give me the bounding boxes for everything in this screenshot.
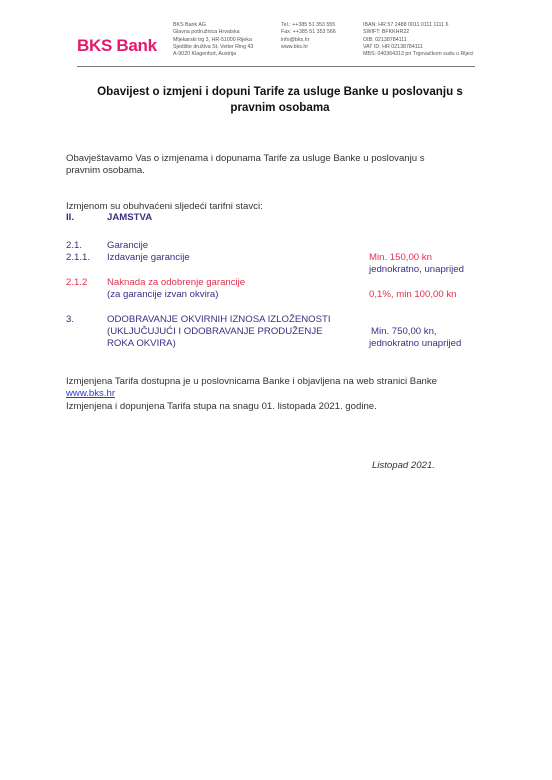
item-label-line-3: ROKA OKVIRA) <box>107 338 176 349</box>
item-fee: Min. 750,00 kn, <box>371 326 437 337</box>
document-title <box>50 84 510 116</box>
item-label: ODOBRAVANJE OKVIRNIH IZNOSA IZLOŽENOSTI <box>107 314 331 325</box>
item-label-note: (za garancije izvan okvira) <box>107 289 219 300</box>
contact-line: www.bks.hr <box>281 43 309 50</box>
address-line: BKS Bank AG <box>173 22 206 28</box>
letterhead-contact <box>281 22 336 51</box>
item-number: 2.1.2 <box>66 277 88 288</box>
banking-line: IBAN: HR 57 2488 0011 0111 1111 6 <box>363 22 449 28</box>
item-label-line-2: (UKLJUČUJUĆI I ODOBRAVANJE PRODUŽENJE <box>107 326 323 337</box>
title-line-1: Obavijest o izmjeni i dopuni Tarife za usluge Banke u poslovanju s <box>97 85 463 98</box>
banking-line: SWIFT: BFKKHR22 <box>363 29 410 36</box>
bks-bank-logo: BKS Bank <box>77 36 157 55</box>
intro-line-3: Izmjenom su obuhvaćeni sljedeći tarifni stavci: <box>66 201 263 212</box>
item-number: 2.1.1. <box>66 252 91 263</box>
item-number: 3. <box>66 314 75 325</box>
contact-line: Tel.: ++385 51 353 555 <box>281 22 336 28</box>
banking-line: OIB: 02138784111 <box>363 36 407 43</box>
contact-line: Fax: ++385 51 353 566 <box>281 29 336 36</box>
title-line-2: pravnim osobama <box>230 101 330 114</box>
banking-line: VAT ID: HR 02138784111 <box>363 43 423 50</box>
letterhead-address <box>173 22 253 58</box>
contact-line: info@bks.hr <box>281 36 310 43</box>
intro-line-1: Obavještavamo Vas o izmjenama i dopunama Tarife za usluge Banke u poslovanju s <box>66 153 425 164</box>
footer-line-2: Izmjenjena i dopunjena Tarifa stupa na snagu 01. listopada 2021. godine. <box>66 401 377 412</box>
item-label: Naknada za odobrenje garancije <box>107 277 246 288</box>
item-fee-note: jednokratno unaprijed <box>369 338 462 349</box>
address-line: Glavna podružnica Hrvatska <box>173 29 240 36</box>
item-number: 2.1. <box>66 240 83 251</box>
item-label: Izdavanje garancije <box>107 252 190 263</box>
letterhead-banking <box>363 22 473 58</box>
address-line: Mljekarski trg 3, HR-51000 Rijeka <box>173 36 252 43</box>
bank-website-link[interactable]: www.bks.hr <box>66 388 116 399</box>
banking-line: MBS: 040364313 pri Trgovačkom sudu u Rijeci <box>363 51 474 58</box>
item-fee-note: jednokratno, unaprijed <box>369 264 464 275</box>
item-fee: 0,1%, min 100,00 kn <box>369 289 457 300</box>
address-line: Sjedište društva St. Veiter Ring 43 <box>173 43 254 50</box>
document-date: Listopad 2021. <box>372 460 435 471</box>
item-fee: Min. 150,00 kn <box>369 252 432 263</box>
intro-line-2: pravnim osobama. <box>66 165 145 176</box>
section-number: II. <box>66 212 74 223</box>
footer-line-1: Izmjenjena Tarifa dostupna je u poslovnicama Banke i objavljena na web stranici Banke <box>66 376 438 387</box>
section-name: JAMSTVA <box>107 212 153 223</box>
address-line: A-9020 Klagenfurt, Austrija <box>173 51 237 58</box>
item-label: Garancije <box>107 240 149 251</box>
header-divider <box>77 66 475 67</box>
